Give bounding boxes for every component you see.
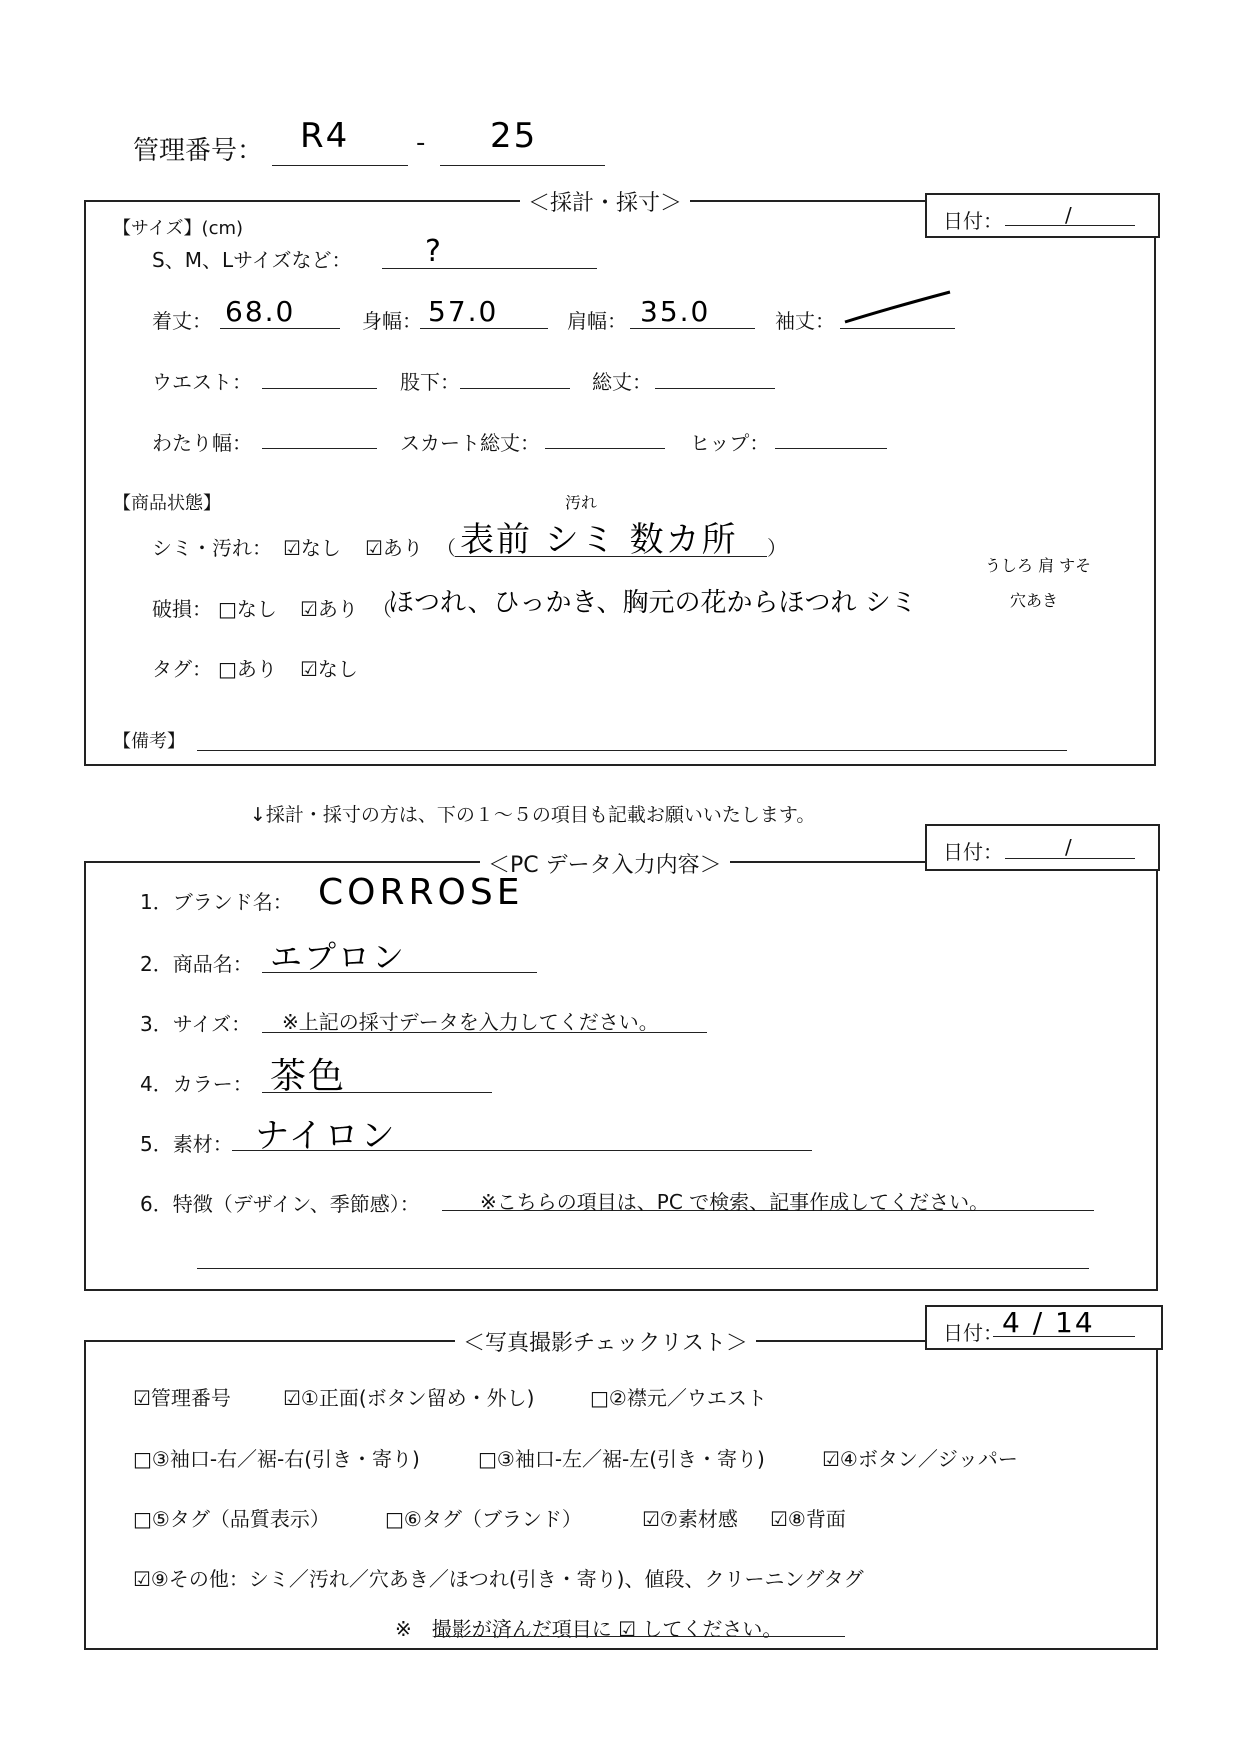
control-number-dash: -: [416, 128, 426, 158]
photo-date-value: 4 / 14: [1002, 1306, 1095, 1339]
control-number-value-1: R4: [300, 116, 350, 156]
pc-date-label: 日付：: [943, 840, 1003, 864]
tag-yes-checkbox[interactable]: □あり: [218, 657, 277, 681]
mihaba-line: [420, 328, 548, 329]
check-back[interactable]: ☑⑧背面: [770, 1507, 846, 1531]
stain-note: 表前 シミ 数カ所: [460, 520, 738, 560]
pc-date-value: /: [1065, 835, 1072, 859]
damage-extra-2: 穴あき: [1010, 591, 1059, 610]
measurement-date-value: /: [1065, 203, 1072, 227]
sodetake-dash-mark: [840, 288, 960, 328]
hip-line: [775, 448, 887, 449]
waist-label: ウエスト：: [152, 370, 252, 394]
control-number-line-2: [440, 165, 605, 166]
tag-none-checkbox[interactable]: ☑なし: [300, 657, 358, 681]
check-material[interactable]: ☑⑦素材感: [642, 1507, 738, 1531]
photo-footer-note: ※ 撮影が済んだ項目に ☑ してください。: [395, 1617, 783, 1641]
watari-line: [262, 448, 377, 449]
size-label: 3．サイズ：: [140, 1012, 252, 1036]
matashita-label: 股下：: [400, 370, 460, 394]
size-value: ※上記の採寸データを入力してください。: [282, 1010, 659, 1034]
check-tag-brand[interactable]: □⑥タグ（ブランド）: [385, 1507, 582, 1531]
sml-label: S、M、Lサイズなど：: [152, 248, 352, 272]
measurement-date-box: [925, 193, 1160, 238]
matashita-line: [460, 388, 570, 389]
control-number-value-2: 25: [490, 116, 538, 156]
stain-label: シミ・汚れ：: [152, 536, 272, 560]
stain-note-small: 汚れ: [565, 493, 598, 512]
hip-label: ヒップ：: [690, 431, 770, 455]
item-label: 2．商品名：: [140, 952, 253, 976]
soutake-label: 総丈：: [592, 370, 652, 394]
check-cuff-right[interactable]: □③袖口-右／裾-右(引き・寄り): [133, 1447, 420, 1471]
watari-label: わたり幅：: [152, 431, 252, 455]
stain-none-checkbox[interactable]: ☑なし: [283, 536, 341, 560]
photo-date-label: 日付：: [943, 1321, 1003, 1345]
pc-data-title: ＜PC データ入力内容＞: [480, 848, 730, 879]
skirt-line: [545, 448, 665, 449]
photo-footer-line: [435, 1636, 845, 1637]
damage-none-checkbox[interactable]: □なし: [218, 597, 277, 621]
stain-open-paren: （: [436, 536, 456, 560]
mihaba-value: 57.0: [428, 295, 499, 328]
mihaba-label: 身幅：: [362, 309, 422, 333]
remarks-label: 【備考】: [113, 731, 185, 752]
damage-extra: うしろ 肩 すそ: [985, 556, 1092, 575]
feature-line-2: [197, 1268, 1089, 1269]
check-button-zipper[interactable]: ☑④ボタン／ジッパー: [822, 1447, 1018, 1471]
pc-date-box: [925, 824, 1160, 871]
waist-line: [262, 388, 377, 389]
sml-value: ?: [425, 234, 443, 269]
check-front[interactable]: ☑①正面(ボタン留め・外し): [283, 1386, 535, 1410]
soutake-line: [655, 388, 775, 389]
check-control-number[interactable]: ☑管理番号: [133, 1386, 231, 1410]
damage-open-paren: （: [372, 597, 392, 621]
item-value[interactable]: エプロン: [270, 938, 407, 976]
stain-close-paren: ）: [767, 536, 787, 560]
measurement-date-label: 日付：: [943, 209, 1003, 233]
brand-value[interactable]: CORROSE: [318, 872, 524, 913]
photo-checklist-title: ＜写真撮影チェックリスト＞: [455, 1326, 756, 1357]
brand-label: 1．ブランド名：: [140, 890, 293, 914]
control-number-line-1: [272, 165, 408, 166]
check-tag-quality[interactable]: □⑤タグ（品質表示）: [133, 1507, 330, 1531]
katahaba-value: 35.0: [640, 295, 711, 328]
size-heading: 【サイズ】(cm): [113, 218, 244, 239]
remarks-line: [197, 750, 1067, 751]
control-number-label: 管理番号：: [133, 136, 264, 166]
sml-line: [382, 268, 597, 269]
damage-note: ほつれ、ひっかき、胸元の花からほつれ シミ: [388, 588, 917, 618]
instruction-note: ↓採計・採寸の方は、下の１～５の項目も記載お願いいたします。: [250, 804, 816, 826]
tag-label: タグ：: [152, 657, 212, 681]
color-label: 4．カラー：: [140, 1072, 253, 1096]
condition-heading: 【商品状態】: [113, 493, 221, 514]
stain-yes-checkbox[interactable]: ☑あり: [365, 536, 423, 560]
feature-value: ※こちらの項目は、PC で検索、記事作成してください。: [480, 1190, 990, 1214]
check-cuff-left[interactable]: □③袖口-左／裾-左(引き・寄り): [478, 1447, 765, 1471]
kitake-label: 着丈：: [152, 309, 212, 333]
check-collar-waist[interactable]: □②襟元／ウエスト: [590, 1386, 767, 1410]
material-label: 5．素材：: [140, 1132, 233, 1156]
check-other[interactable]: ☑⑨その他：シミ／汚れ／穴あき／ほつれ(引き・寄り)、値段、クリーニングタグ: [133, 1567, 864, 1591]
measurement-title: ＜採計・採寸＞: [520, 186, 690, 217]
sodetake-label: 袖丈：: [775, 309, 835, 333]
damage-label: 破損：: [152, 597, 212, 621]
feature-label: 6．特徴（デザイン、季節感）：: [140, 1192, 420, 1216]
damage-yes-checkbox[interactable]: ☑あり: [300, 597, 358, 621]
skirt-label: スカート総丈：: [400, 431, 540, 455]
katahaba-line: [630, 328, 755, 329]
material-value[interactable]: ナイロン: [255, 1116, 397, 1156]
color-value[interactable]: 茶色: [270, 1056, 347, 1097]
sodetake-line: [840, 328, 955, 329]
katahaba-label: 肩幅：: [567, 309, 627, 333]
kitake-line: [220, 328, 340, 329]
kitake-value: 68.0: [225, 295, 296, 328]
